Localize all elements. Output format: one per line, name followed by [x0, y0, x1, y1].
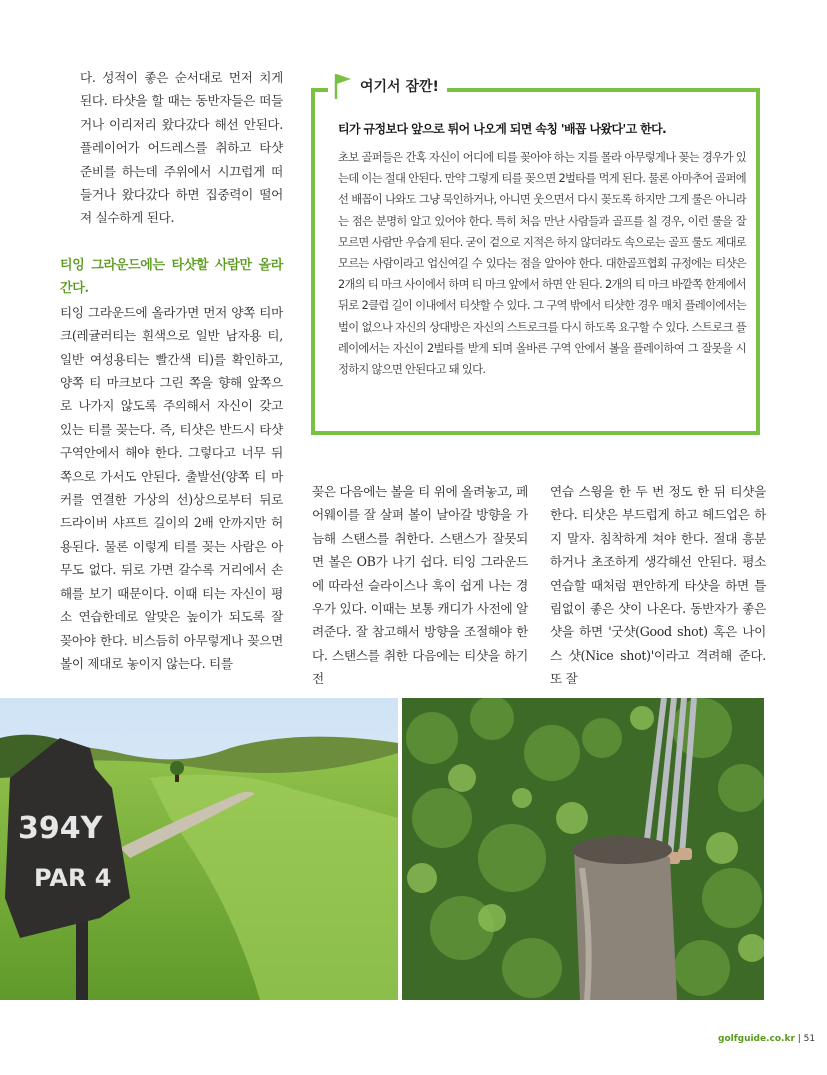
page-number: 51 — [803, 1034, 816, 1044]
tip-box-header — [328, 70, 447, 102]
tip-box-title: 여기서 잠깐! — [360, 79, 439, 95]
clubs-illustration — [402, 698, 764, 1000]
right-column — [550, 480, 766, 691]
fairway-illustration — [0, 698, 398, 1000]
middle-column — [312, 480, 528, 691]
paragraph: 연습 스윙을 한 두 번 정도 한 뒤 티샷을 한다. 티샷은 부드럽게 하고 헤드업은 하지 말자. 침착하게 쳐야 한다. 절대 흥분하거나 초조하게 생각해선 안된다. 평소 연습할 때처럼 편안하게 타샷을 하면 틀림없이 좋은 샷이 나온다. 동반자가 좋은 샷을 하면 '굿샷(Good shot) 혹은 나이스 샷(Nice shot)'이라고 격려해 준다. 또 잘 — [550, 484, 766, 687]
footer-site: golfguide.co.kr — [718, 1034, 795, 1044]
left-column — [60, 254, 283, 675]
paragraph: 다. 성적이 좋은 순서대로 먼저 치게 된다. 타샷을 할 때는 동반자들은 떠들거나 이리저리 왔다갔다 해선 안된다. 플레이어가 어드레스를 취하고 타샷 준비를 하는데 주위에서 시끄럽게 떠들거나 왔다갔다 하면 집중력이 떨어져 실수하게 된다. — [80, 70, 283, 226]
paragraph: 꽂은 다음에는 볼을 티 위에 올려놓고, 페어웨이를 잘 살펴 볼이 날아갈 방향을 가늠해 스탠스를 취한다. 스탠스가 잘못되면 볼은 OB가 나기 쉽다. 티잉 그라운드에 따라선 슬라이스나 훅이 쉽게 나는 경우가 있다. 이때는 보통 캐디가 사전에 알려준다. 잘 참고해서 방향을 조절해야 한다. 스탠스를 취한 다음에는 티샷을 하기 전 — [312, 484, 528, 687]
tip-box-text: 초보 골퍼들은 간혹 자신이 어디에 티를 꽂아야 하는 지를 몰라 아무렇게나 꽂는 경우가 있는데 이는 절대 안된다. 만약 그렇게 티를 꽂으면 2벌타를 먹게 된다. 물론 아마추어 골퍼에선 배꼽이 나와도 그냥 묵인하거나, 아니면 웃으면서 다시 꽂도록 하지만 그게 룰은 아니라는 점은 분명히 알고 있어야 한다. 특히 처음 만난 사람들과 골프를 칠 경우, 이런 룰을 잘 모르면 사람만 우습게 된다. 굳이 겉으로 지적은 하지 않더라도 속으로는 골프 룰도 제대로 모르는 사람이라고 업신여길 수 있다는 점을 알아야 한다. 대한골프협회 규정에는 티샷은 2개의 티 마크 사이에서 하며 티 마크 앞에서 하면 안 된다. 2개의 티 마크 바깥쪽 한계에서 뒤로 2클럽 길이 이내에서 티샷할 수 있다. 그 구역 밖에서 티샷한 경우 매치 플레이에서는 벌이 없으나 자신의 상대방은 자신의 스트로크를 다시 하도록 요구할 수 있다. 스트로크 플레이에서는 자신이 2벌타를 받게 되며 올바른 구역 안에서 볼을 플레이하여 그 잘못을 시정하지 않으면 안된다고 돼 있다. — [338, 151, 746, 377]
subheading: 티잉 그라운드에는 타샷할 사람만 올라간다. — [60, 258, 283, 297]
sign-par: PAR 4 — [34, 864, 112, 892]
tip-box-body — [338, 120, 746, 380]
fairway-photo — [0, 698, 398, 1000]
paragraph: 티잉 그라운드에 올라가면 먼저 양쪽 티마크(레귤러티는 흰색으로 일반 남자용 티, 일반 여성용티는 빨간색 티)를 확인하고, 양쪽 티 마크보다 그린 쪽을 향해 앞쪽으로 나가지 않도록 주의해서 자신이 갖고 있는 티를 꽂는다. 즉, 티샷은 반드시 타샷 구역안에서 해야 한다. 그렇다고 너무 뒤쪽으로 가서도 안된다. 출발선(양쪽 티 마커를 연결한 가상의 선)상으로부터 뒤로 드라이버 샤프트 길이의 2배 안까지만 허용된다. 물론 이렇게 티를 꽂는 사람은 아무도 없다. 뒤로 가면 갈수록 거리에서 손해를 보기 때문이다. 이때 티는 자신이 평소 연습한데로 알맞은 높이가 되도록 잘 꽂아야 한다. 비스듬히 아무렇게나 꽂으면 볼이 제대로 놓이지 않는다. 티를 — [60, 304, 283, 671]
page-footer — [718, 1034, 815, 1044]
left-column-top — [80, 66, 283, 230]
clubs-photo — [402, 698, 764, 1000]
footer-separator: | — [794, 1034, 804, 1044]
sign-yardage: 394Y — [18, 811, 103, 846]
tip-box-lead: 티가 규정보다 앞으로 튀어 나오게 되면 속칭 '배꼽 나왔다'고 한다. — [338, 122, 667, 136]
flag-icon — [332, 72, 354, 100]
